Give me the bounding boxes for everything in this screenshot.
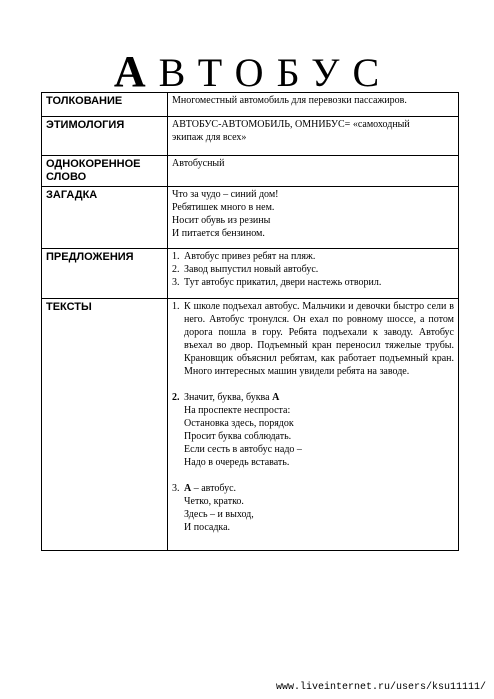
sentence-number: 1. xyxy=(172,251,180,262)
verse-line: И посадка. xyxy=(184,522,231,533)
cognate-label-line-2: СЛОВО xyxy=(46,171,87,183)
text-number: 3. xyxy=(172,483,180,494)
word-card-table xyxy=(41,92,459,551)
verse-line: Четко, кратко. xyxy=(184,496,244,507)
row-riddle xyxy=(42,187,459,249)
value-cognate: Автобусный xyxy=(168,156,459,187)
riddle-line: Что за чудо – синий дом! xyxy=(172,189,279,200)
cognate-label-line-1: ОДНОКОРЕННОЕ xyxy=(46,158,141,170)
text-number: 1. xyxy=(172,301,180,312)
page-title xyxy=(0,47,494,96)
riddle-line: И питается бензином. xyxy=(172,228,265,239)
row-texts xyxy=(42,299,459,551)
row-sentences xyxy=(42,249,459,299)
verse-line: Если сесть в автобус надо – xyxy=(184,444,302,455)
sentence-number: 2. xyxy=(172,264,180,275)
verse-line: На проспекте неспроста: xyxy=(184,405,291,416)
label-interpretation: ТОЛКОВАНИЕ xyxy=(42,93,168,117)
text-3-first-line xyxy=(184,482,454,495)
label-texts: ТЕКСТЫ xyxy=(42,299,168,551)
value-texts xyxy=(168,299,459,551)
text-1-body: К школе подъехал автобус. Мальчики и девочки быстро сели в него. Автобус тронулся. Он ехал по ровному шоссе, а потом дорога пошла в гору. Ребята подъехали к заводу. Автобус въехал во двор. Подъемный кран переносил тяжелые трубы. Крановщик объяснил ребятам, как работает подъемный кран. Много интересных машин увидели ребята на заводе. xyxy=(184,301,454,377)
text-3-first-words: – автобус. xyxy=(193,483,237,494)
row-interpretation xyxy=(42,93,459,117)
row-etymology xyxy=(42,117,459,156)
sentences-list xyxy=(172,250,454,289)
value-interpretation: Многоместный автомобиль для перевозки пассажиров. xyxy=(168,93,459,117)
title-rest: ВТОБУС xyxy=(158,50,393,95)
value-riddle xyxy=(168,187,459,249)
label-riddle: ЗАГАДКА xyxy=(42,187,168,249)
riddle-line: Носит обувь из резины xyxy=(172,215,271,226)
text-2-first-words: Значит, буква, буква xyxy=(184,392,270,403)
label-sentences: ПРЕДЛОЖЕНИЯ xyxy=(42,249,168,299)
title-first-letter: А xyxy=(113,47,159,96)
etymology-line-1: АВТОБУС-АВТОМОБИЛЬ, ОМНИБУС= «самоходный xyxy=(172,119,410,130)
texts-list xyxy=(172,300,454,534)
text-number: 2. xyxy=(172,392,180,403)
text-item-1 xyxy=(172,300,454,378)
label-cognate xyxy=(42,156,168,187)
value-sentences xyxy=(168,249,459,299)
row-cognate xyxy=(42,156,459,187)
text-item-3 xyxy=(172,482,454,534)
sentence-text: Завод выпустил новый автобус. xyxy=(184,264,319,275)
label-etymology: ЭТИМОЛОГИЯ xyxy=(42,117,168,156)
verse-line: Надо в очередь вставать. xyxy=(184,457,290,468)
verse-line: Здесь – и выход, xyxy=(184,509,254,520)
verse-line: Остановка здесь, порядок xyxy=(184,418,294,429)
sentence-item xyxy=(172,263,454,276)
sentence-text: Автобус привез ребят на пляж. xyxy=(184,251,316,262)
riddle-line: Ребятишек много в нем. xyxy=(172,202,275,213)
sentence-item xyxy=(172,250,454,263)
text-2-letter: А xyxy=(272,392,280,403)
sentence-item xyxy=(172,276,454,289)
sentence-number: 3. xyxy=(172,277,180,288)
text-item-2 xyxy=(172,391,454,469)
text-3-letter: А xyxy=(184,483,192,494)
source-url-watermark: www.liveinternet.ru/users/ksu11111/ xyxy=(275,682,486,693)
sentence-text: Тут автобус прикатил, двери настежь отворил. xyxy=(184,277,382,288)
verse-line: Просит буква соблюдать. xyxy=(184,431,292,442)
text-2-first-line xyxy=(184,391,454,404)
etymology-line-2: экипаж для всех» xyxy=(172,132,247,143)
value-etymology xyxy=(168,117,459,156)
